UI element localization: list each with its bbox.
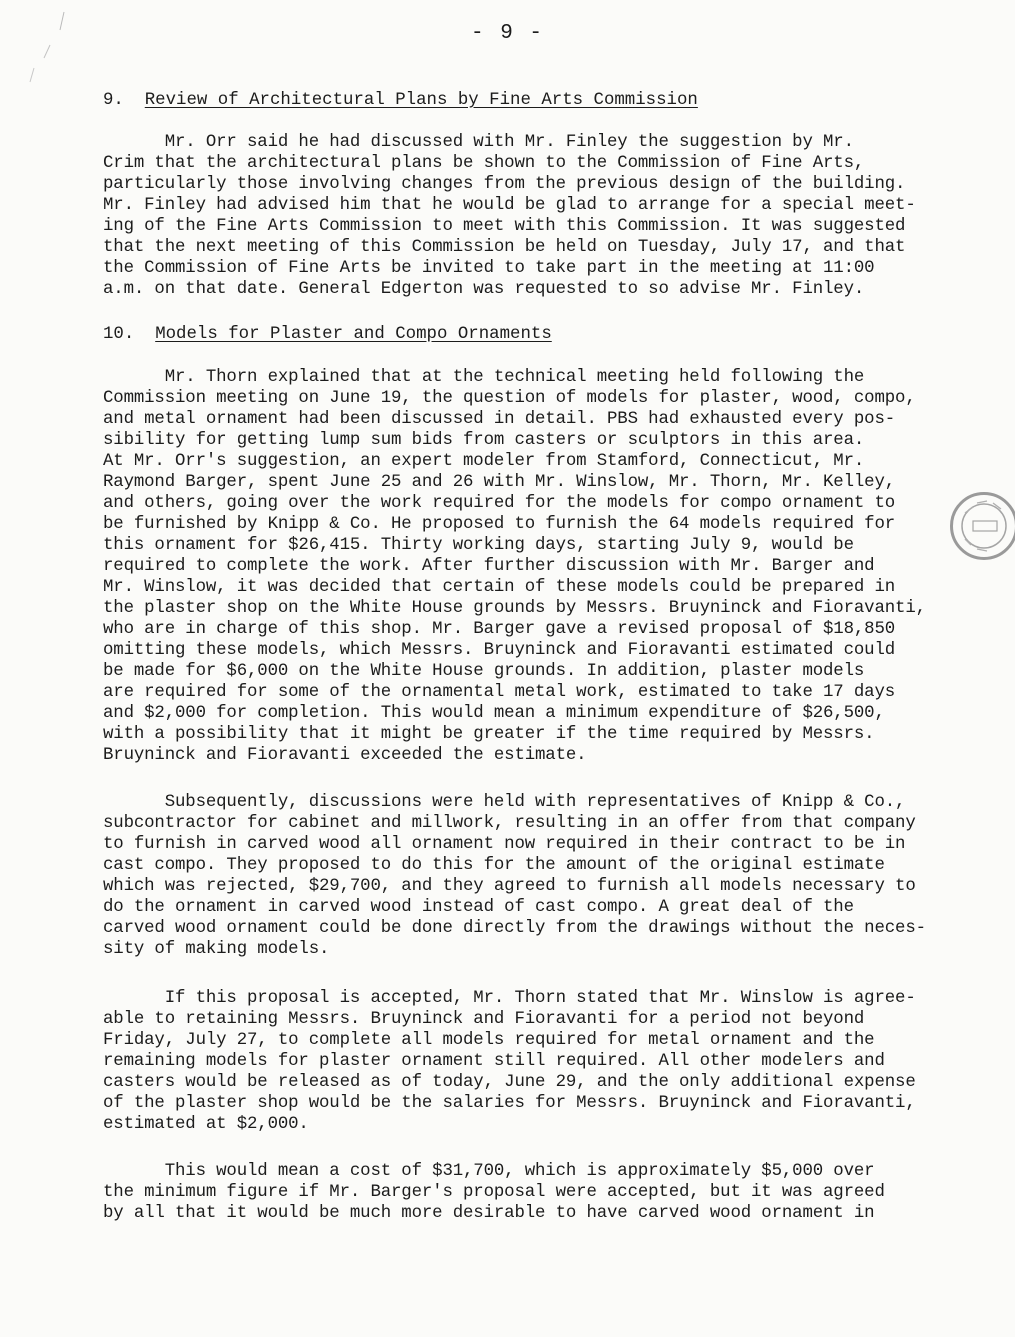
text-line: the minimum figure if Mr. Barger's proposal were accepted, but it was agreed <box>103 1183 885 1202</box>
text-line: and $2,000 for completion. This would mean a minimum expenditure of $26,500, <box>103 704 885 723</box>
section-title: Review of Architectural Plans by Fine Arts Commission <box>144 91 698 110</box>
text-line: and metal ornament had been discussed in detail. PBS had exhausted every pos- <box>103 410 896 429</box>
text-line: estimated at $2,000. <box>103 1115 309 1134</box>
text-line: that the next meeting of this Commission be held on Tuesday, July 17, and that <box>103 238 906 257</box>
text-line: able to retaining Messrs. Bruyninck and Fioravanti for a period not beyond <box>103 1010 865 1029</box>
text-line: to furnish in carved wood all ornament now required in their contract to be in <box>103 835 906 854</box>
section-title: Models for Plaster and Compo Ornaments <box>155 325 552 344</box>
text-line: and others, going over the work required for the models for compo ornament to <box>103 494 896 513</box>
text-line: are required for some of the ornamental metal work, estimated to take 17 days <box>103 683 896 702</box>
text-line: Mr. Winslow, it was decided that certain of these models could be prepared in <box>103 578 896 597</box>
text-line: a.m. on that date. General Edgerton was requested to so advise Mr. Finley. <box>103 280 865 299</box>
section-heading <box>103 324 552 346</box>
text-line: who are in charge of this shop. Mr. Barger gave a revised proposal of $18,850 <box>103 620 896 639</box>
text-line: this ornament for $26,415. Thirty working days, starting July 9, would be <box>103 536 854 555</box>
text-line: sibility for getting lump sum bids from casters or sculptors in this area. <box>103 431 865 450</box>
text-line: omitting these models, which Messrs. Bruyninck and Fioravanti estimated could <box>103 641 896 660</box>
text-line: with a possibility that it might be greater if the time required by Messrs. <box>103 725 875 744</box>
text-line: Commission meeting on June 19, the question of models for plaster, wood, compo, <box>103 389 916 408</box>
text-line: the Commission of Fine Arts be invited to take part in the meeting at 11:00 <box>103 259 875 278</box>
text-line: the plaster shop on the White House grounds by Messrs. Bruyninck and Fioravanti, <box>103 599 926 618</box>
text-line: be furnished by Knipp & Co. He proposed to furnish the 64 models required for <box>103 515 896 534</box>
text-line: do the ornament in carved wood instead of cast compo. A great deal of the <box>103 898 854 917</box>
section-heading <box>103 90 698 112</box>
text-line: Mr. Finley had advised him that he would be glad to arrange for a special meet- <box>103 196 916 215</box>
text-line: be made for $6,000 on the White House grounds. In addition, plaster models <box>103 662 865 681</box>
text-line: Subsequently, discussions were held with representatives of Knipp & Co., <box>103 793 906 812</box>
text-line: At Mr. Orr's suggestion, an expert modeler from Stamford, Connecticut, Mr. <box>103 452 865 471</box>
text-line: Mr. Orr said he had discussed with Mr. Finley the suggestion by Mr. <box>103 133 854 152</box>
text-line: carved wood ornament could be done directly from the drawings without the neces- <box>103 919 926 938</box>
text-line: Mr. Thorn explained that at the technical meeting held following the <box>103 368 865 387</box>
section-number: 9. <box>103 91 124 110</box>
text-line: Friday, July 27, to complete all models required for metal ornament and the <box>103 1031 875 1050</box>
text-line: Raymond Barger, spent June 25 and 26 with Mr. Winslow, Mr. Thorn, Mr. Kelley, <box>103 473 896 492</box>
section-number: 10. <box>103 325 135 344</box>
page-number: - 9 - <box>470 22 544 45</box>
text-line: subcontractor for cabinet and millwork, resulting in an offer from that company <box>103 814 916 833</box>
text-line: which was rejected, $29,700, and they agreed to furnish all models necessary to <box>103 877 916 896</box>
text-line: remaining models for plaster ornament still required. All other modelers and <box>103 1052 885 1071</box>
text-line: Bruyninck and Fioravanti exceeded the estimate. <box>103 746 587 765</box>
text-line: cast compo. They proposed to do this for the amount of the original estimate <box>103 856 885 875</box>
text-line: required to complete the work. After further discussion with Mr. Barger and <box>103 557 875 576</box>
text-line: Crim that the architectural plans be shown to the Commission of Fine Arts, <box>103 154 865 173</box>
text-line: particularly those involving changes from the previous design of the building. <box>103 175 906 194</box>
text-line: If this proposal is accepted, Mr. Thorn stated that Mr. Winslow is agree- <box>103 989 916 1008</box>
text-line: sity of making models. <box>103 940 330 959</box>
text-line: of the plaster shop would be the salaries for Messrs. Bruyninck and Fioravanti, <box>103 1094 916 1113</box>
text-line: ing of the Fine Arts Commission to meet with this Commission. It was suggested <box>103 217 906 236</box>
text-line: This would mean a cost of $31,700, which is approximately $5,000 over <box>103 1162 875 1181</box>
library-stamp-icon <box>950 492 1015 560</box>
text-line: by all that it would be much more desirable to have carved wood ornament in <box>103 1204 875 1223</box>
text-line: casters would be released as of today, June 29, and the only additional expense <box>103 1073 916 1092</box>
